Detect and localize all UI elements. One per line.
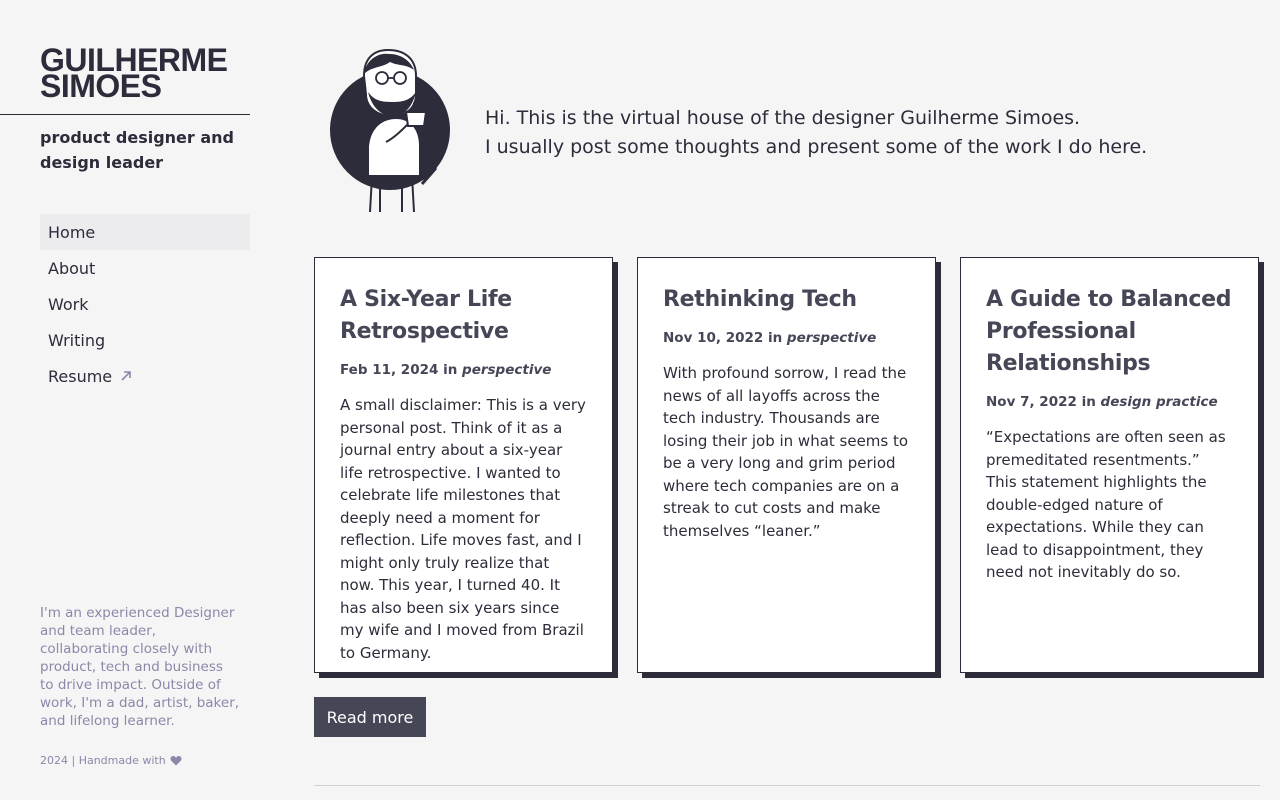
post-card[interactable]: [314, 257, 613, 673]
divider: [314, 785, 1260, 786]
nav-item-resume[interactable]: [40, 358, 250, 394]
nav-item-label: Home: [48, 222, 96, 242]
post-meta: [340, 362, 587, 378]
nav-item-work[interactable]: [40, 286, 250, 322]
post-card[interactable]: [960, 257, 1259, 673]
post-date: Nov 10, 2022: [663, 330, 764, 346]
footer-text: 2024 | Handmade with: [40, 754, 166, 767]
post-title[interactable]: Rethinking Tech: [663, 287, 857, 312]
heart-icon: [170, 755, 182, 766]
post-meta-in: in: [443, 362, 458, 378]
footer-credit: [40, 754, 182, 767]
post-excerpt: “Expectations are often seen as premeditated resentments.” This statement highlights the double-edged nature of expectations. While they can lead to disappointment, they need not inevitably do so.: [986, 428, 1226, 581]
nav-item-label: Resume: [48, 366, 113, 386]
nav-item-label: About: [48, 258, 96, 278]
divider: [0, 114, 250, 115]
read-more-button[interactable]: Read more: [314, 697, 426, 737]
post-excerpt: With profound sorrow, I read the news of all layoffs across the tech industry. Thousands are losing their job in what seems to be a very long and grim period where tech companies are on a streak to cut costs and make themselves “leaner.”: [663, 364, 909, 540]
nav-item-about[interactable]: [40, 250, 250, 286]
post-meta-in: in: [767, 330, 783, 346]
post-category[interactable]: perspective: [462, 362, 552, 378]
post-excerpt: A small disclaimer: This is a very personal post. Think of it as a journal entry about a six-year life retrospective. I wanted to celebrate life milestones that deeply need a moment for reflection. Life moves fast, and I might only truly realize that now. This year, I turned 40. It has also been six years since my wife and I moved from Brazil to Germany.: [340, 396, 586, 662]
post-date: Feb 11, 2024: [340, 362, 439, 378]
avatar-illustration: [328, 46, 454, 214]
post-title[interactable]: A Guide to Balanced Professional Relationships: [986, 287, 1232, 376]
post-date: Nov 7, 2022: [986, 394, 1077, 410]
intro-line-1: Hi. This is the virtual house of the designer Guilherme Simoes.: [485, 107, 1081, 129]
site-title[interactable]: GUILHERME SIMOES: [40, 42, 228, 104]
intro-text: [485, 104, 1245, 162]
post-category[interactable]: design practice: [1100, 394, 1218, 410]
sidebar-bio: I'm an experienced Designer and team leader, collaborating closely with product, tech and business to drive impact. Outside of work, I'm a dad, artist, baker, and lifelong learner.: [40, 605, 240, 729]
arrow-up-right-icon: [120, 370, 132, 382]
post-title[interactable]: A Six-Year Life Retrospective: [340, 287, 512, 344]
intro-line-2: I usually post some thoughts and present some of the work I do here.: [485, 136, 1148, 158]
nav-item-writing[interactable]: [40, 322, 250, 358]
post-meta-in: in: [1081, 394, 1096, 410]
nav-item-home[interactable]: [40, 214, 250, 250]
nav-item-label: Writing: [48, 330, 106, 350]
post-meta: [663, 330, 910, 346]
post-category[interactable]: perspective: [786, 330, 877, 346]
post-cards: [314, 257, 1259, 673]
main-nav: [40, 214, 250, 394]
nav-item-label: Work: [48, 294, 89, 314]
site-tagline: product designer and design leader: [40, 128, 234, 172]
sidebar: [0, 0, 250, 800]
post-meta: [986, 394, 1233, 410]
post-card[interactable]: [637, 257, 936, 673]
